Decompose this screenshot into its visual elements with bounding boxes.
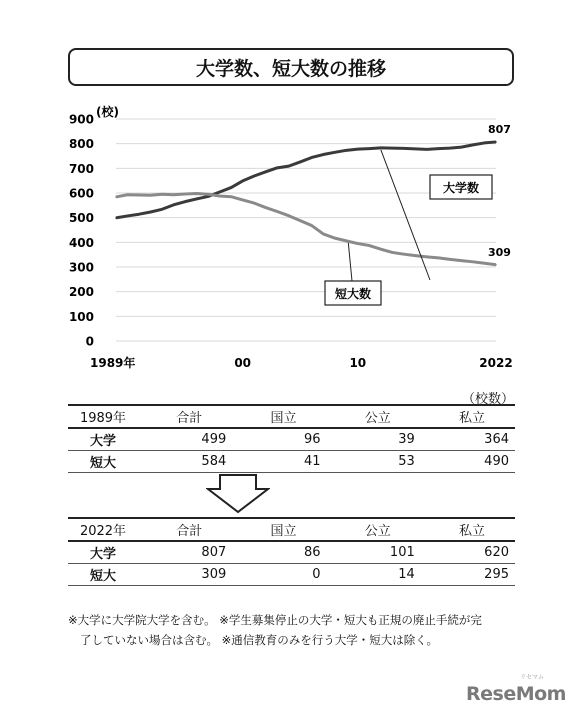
data-point	[253, 202, 255, 204]
data-point	[472, 144, 474, 146]
callout-line-junior-colleges	[348, 243, 352, 281]
y-tick-label: 400	[68, 235, 94, 250]
data-point	[449, 147, 451, 149]
y-tick-label: 300	[68, 260, 94, 275]
data-point	[369, 245, 371, 247]
data-point	[150, 194, 152, 196]
data-point	[196, 198, 198, 200]
y-tick-label: 500	[68, 211, 94, 226]
data-point	[230, 187, 232, 189]
table-cell: 309	[138, 564, 232, 586]
data-point	[207, 196, 209, 198]
table-cell: 41	[232, 451, 326, 473]
data-point	[184, 193, 186, 195]
column-header: 公立	[327, 518, 421, 541]
data-point	[334, 237, 336, 239]
legend-label-junior-colleges: 短大数	[334, 287, 372, 301]
y-tick-label: 0	[85, 334, 94, 349]
x-tick-label: 1989年	[90, 356, 136, 370]
y-tick-label: 700	[68, 161, 94, 176]
table-cell: 0	[232, 564, 326, 586]
data-point	[415, 148, 417, 150]
table-cell: 39	[327, 428, 421, 451]
data-point	[115, 217, 117, 219]
data-point	[299, 161, 301, 163]
data-point	[461, 260, 463, 262]
y-tick-label: 900	[68, 112, 94, 127]
data-point	[219, 191, 221, 193]
table-row	[68, 541, 515, 564]
data-point	[346, 240, 348, 242]
table-cell: 295	[421, 564, 515, 586]
end-value-label: 309	[488, 245, 511, 259]
data-point	[322, 233, 324, 235]
data-point	[495, 141, 497, 143]
data-point	[288, 165, 290, 167]
footnote-line-2: 了していない場合は含む。 ※通信教育のみを行う大学・短大は除く。	[80, 633, 439, 647]
data-point	[484, 263, 486, 265]
data-point	[403, 148, 405, 150]
table-header-row	[68, 405, 515, 428]
data-point	[173, 204, 175, 206]
data-point	[346, 150, 348, 152]
data-point	[299, 220, 301, 222]
data-point	[115, 196, 117, 198]
callout-line-universities	[381, 150, 430, 280]
table-cell: 96	[232, 428, 326, 451]
data-point	[438, 148, 440, 150]
table-row	[68, 451, 515, 473]
data-point	[207, 193, 209, 195]
data-point	[357, 148, 359, 150]
data-point	[392, 147, 394, 149]
y-tick-label: 200	[68, 285, 94, 300]
table-2022	[68, 517, 515, 586]
resemom-logo: ReseMom	[466, 683, 566, 705]
data-point	[288, 215, 290, 217]
table-cell: 620	[421, 541, 515, 564]
table-cell: 364	[421, 428, 515, 451]
data-point	[380, 248, 382, 250]
chart-axes	[69, 113, 513, 371]
x-tick-label: 00	[234, 356, 252, 370]
data-point	[173, 194, 175, 196]
y-tick-label: 800	[68, 137, 94, 152]
row-label: 短大	[68, 451, 138, 473]
y-unit-label: (校)	[96, 105, 119, 119]
data-point	[322, 154, 324, 156]
legend-label-universities: 大学数	[442, 181, 480, 195]
table-cell: 14	[327, 564, 421, 586]
down-arrow-icon	[206, 474, 270, 514]
data-point	[392, 252, 394, 254]
data-point	[242, 199, 244, 201]
table-cell: 584	[138, 451, 232, 473]
row-label: 短大	[68, 564, 138, 586]
row-label: 大学	[68, 428, 138, 451]
data-point	[484, 142, 486, 144]
footnote	[68, 610, 528, 650]
column-header: 私立	[421, 405, 515, 428]
y-tick-label: 600	[68, 186, 94, 201]
x-tick-label: 10	[349, 356, 367, 370]
y-tick-label: 100	[68, 309, 94, 324]
data-point	[219, 195, 221, 197]
end-value-label: 807	[488, 122, 511, 136]
column-header: 私立	[421, 518, 515, 541]
data-point	[426, 149, 428, 151]
table-cell: 53	[327, 451, 421, 473]
table-cell: 807	[138, 541, 232, 564]
chart-labels	[96, 104, 511, 305]
data-point	[276, 167, 278, 169]
data-point	[380, 147, 382, 149]
data-point	[472, 261, 474, 263]
table-header-row	[68, 518, 515, 541]
row-label: 大学	[68, 541, 138, 564]
data-point	[495, 264, 497, 266]
data-point	[161, 208, 163, 210]
data-point	[242, 180, 244, 182]
data-point	[449, 259, 451, 261]
title-text: 大学数、短大数の推移	[195, 57, 386, 80]
data-point	[138, 194, 140, 196]
column-header: 合計	[138, 405, 232, 428]
data-point	[127, 215, 129, 217]
column-header: 国立	[232, 405, 326, 428]
data-point	[276, 211, 278, 213]
table-unit: （校数）	[461, 392, 514, 407]
table-cell: 101	[327, 541, 421, 564]
data-point	[311, 225, 313, 227]
table-cell: 499	[138, 428, 232, 451]
column-header: 公立	[327, 405, 421, 428]
column-header: 国立	[232, 518, 326, 541]
table-cell: 490	[421, 451, 515, 473]
data-point	[461, 146, 463, 148]
column-header: 2022年	[68, 518, 138, 541]
table-cell: 86	[232, 541, 326, 564]
data-point	[334, 152, 336, 154]
page-title	[68, 48, 514, 86]
data-point	[265, 207, 267, 209]
data-point	[265, 171, 267, 173]
data-point	[415, 255, 417, 257]
data-point	[426, 256, 428, 258]
footnote-line-1: ※大学に大学院大学を含む。 ※学生募集停止の大学・短大も正規の廃止手続が完	[68, 613, 482, 627]
data-point	[150, 211, 152, 213]
x-tick-label: 2022	[479, 356, 513, 370]
line-chart	[0, 95, 578, 380]
data-point	[369, 148, 371, 150]
table-row	[68, 564, 515, 586]
data-point	[161, 193, 163, 195]
data-point	[438, 257, 440, 259]
data-point	[357, 243, 359, 245]
column-header: 合計	[138, 518, 232, 541]
data-point	[230, 196, 232, 198]
table-row	[68, 428, 515, 451]
table-1989	[68, 404, 515, 473]
logo-subtext: リセマム	[520, 674, 544, 681]
data-point	[403, 253, 405, 255]
column-header: 1989年	[68, 405, 138, 428]
data-point	[127, 194, 129, 196]
data-point	[253, 175, 255, 177]
chart-lines	[115, 141, 497, 265]
data-point	[196, 193, 198, 195]
data-point	[311, 157, 313, 159]
data-point	[184, 201, 186, 203]
data-point	[138, 213, 140, 215]
